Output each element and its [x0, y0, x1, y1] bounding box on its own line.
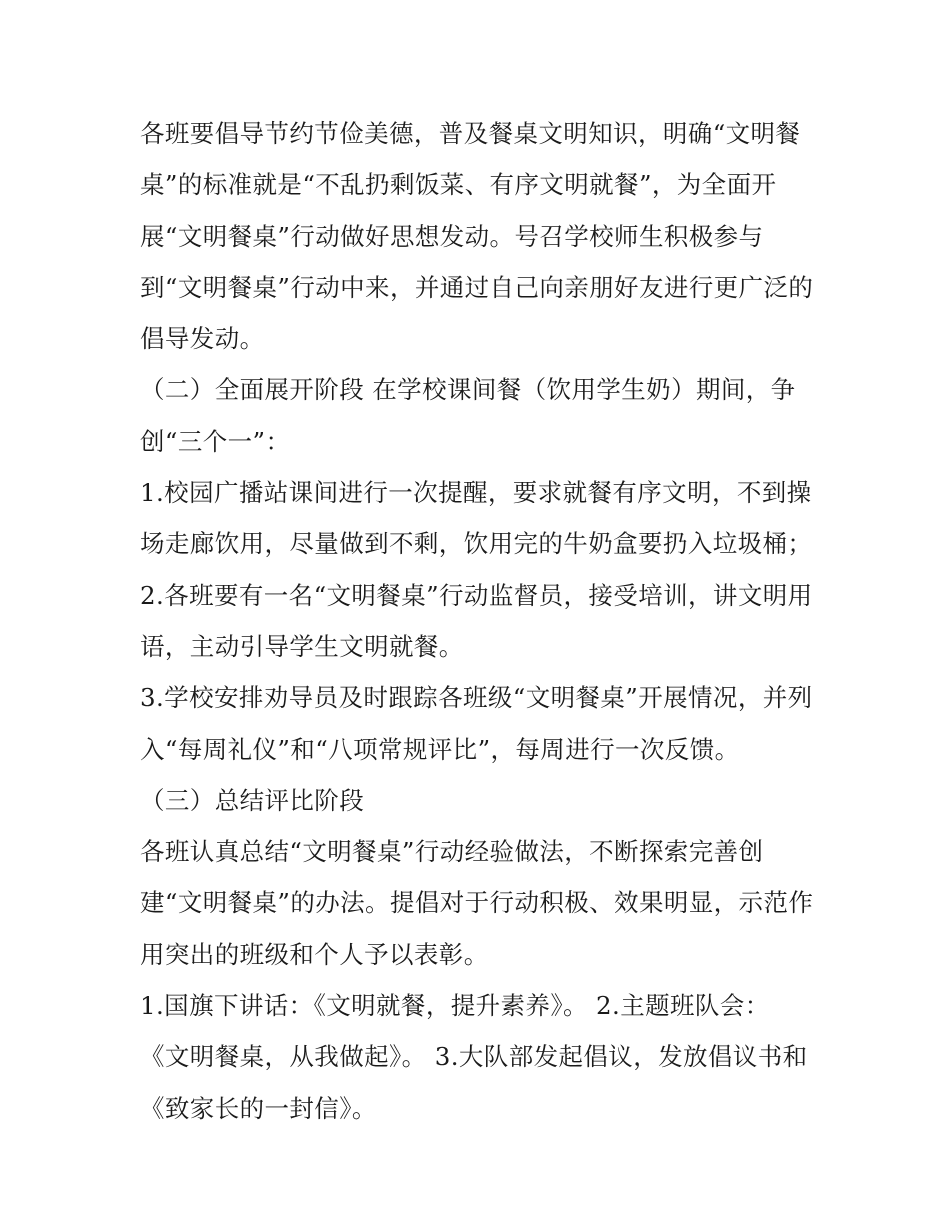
text-line: 《文明餐桌，从我做起》。 3.大队部发起倡议，发放倡议书和 — [140, 1042, 808, 1072]
text-line: 各班认真总结“文明餐桌”行动经验做法，不断探索完善创 — [140, 837, 764, 867]
section-heading-line: （三）总结评比阶段 — [140, 785, 365, 815]
list-item-line: 3.学校安排劝导员及时跟踪各班级“文明餐桌”开展情况，并列 — [140, 683, 813, 713]
list-item-line: 2.各班要有一名“文明餐桌”行动监督员，接受培训，讲文明用 — [140, 580, 813, 610]
document-body — [140, 108, 830, 1134]
text-line: 入“每周礼仪”和“八项常规评比”，每周进行一次反馈。 — [140, 734, 740, 764]
text-line: 展“文明餐桌”行动做好思想发动。号召学校师生积极参与 — [140, 221, 764, 251]
text-line: 《致家长的一封信》。 — [140, 1093, 377, 1123]
text-line: 语，主动引导学生文明就餐。 — [140, 631, 464, 661]
text-line: 桌”的标准就是“不乱扔剩饭菜、有序文明就餐”，为全面开 — [140, 170, 777, 200]
text-line: 场走廊饮用，尽量做到不剩，饮用完的牛奶盒要扔入垃圾桶； — [140, 529, 813, 559]
text-line: 倡导发动。 — [140, 324, 265, 354]
text-line: 到“文明餐桌”行动中来，并通过自己向亲朋好友进行更广泛的 — [140, 272, 814, 302]
text-line: 各班要倡导节约节俭美德，普及餐桌文明知识，明确“文明餐 — [140, 119, 801, 148]
section-heading-line: （二）全面展开阶段 在学校课间餐（饮用学生奶）期间，争 — [140, 375, 796, 405]
text-line: 创“三个一”： — [140, 426, 291, 456]
list-item-line: 1.校园广播站课间进行一次提醒，要求就餐有序文明，不到操 — [140, 478, 812, 508]
list-item-line: 1.国旗下讲话：《文明就餐，提升素养》。 2.主题班队会： — [140, 991, 770, 1021]
text-line: 用突出的班级和个人予以表彰。 — [140, 939, 489, 969]
text-line: 建“文明餐桌”的办法。提倡对于行动积极、效果明显，示范作 — [140, 888, 814, 918]
